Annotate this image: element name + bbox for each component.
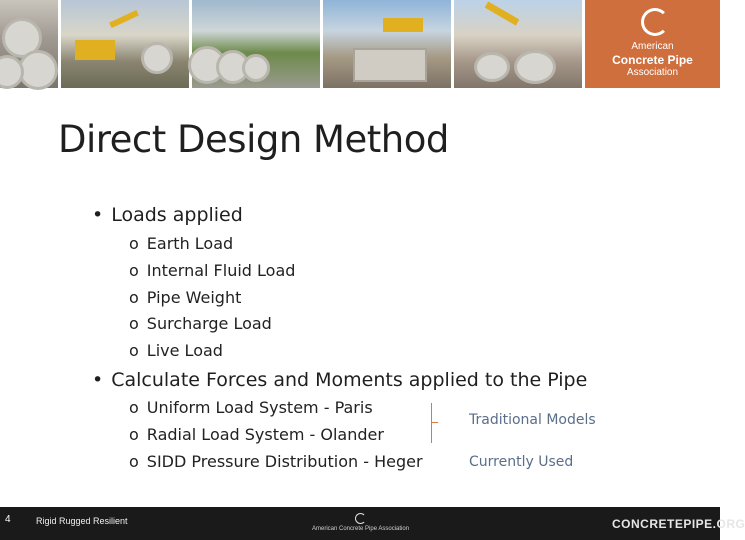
sub-bullet [129,314,272,333]
footer-tagline: Rigid Rugged Resilient [36,516,128,526]
sub-bullet-icon: o [129,234,139,253]
acpa-logo-icon [641,8,669,36]
sub-bullet-label: Live Load [146,341,223,360]
box-culvert-photo [323,0,451,88]
sub-bullet [129,288,241,307]
footer-logo-icon [355,513,366,524]
logo-line-2: Concrete Pipe [612,53,693,67]
sub-bullet-label: Internal Fluid Load [146,261,296,280]
concrete-pipes-photo [0,0,58,88]
slide-title: Direct Design Method [58,118,449,161]
excavator-pipe-install-photo [454,0,582,88]
grouping-bracket-tick [431,422,438,423]
footer-logo-text: American Concrete Pipe Association [312,526,410,532]
sub-bullet-label: Uniform Load System - Paris [146,398,373,417]
sub-bullet [129,398,373,417]
bullet-calculate-forces [92,369,587,391]
bullet-label: Calculate Forces and Moments applied to the Pipe [111,369,588,391]
acpa-logo [585,0,720,88]
sub-bullet-label: Earth Load [146,234,234,253]
pipe-yard-photo [192,0,320,88]
grouping-bracket [423,403,432,443]
page-number-box [0,507,22,540]
sub-bullet [129,234,233,253]
logo-line-3: Association [626,67,679,78]
page-number: 4 [5,514,11,525]
sub-bullet-icon: o [129,314,139,333]
logo-line-1: American [631,41,674,52]
sub-bullet-label: Surcharge Load [146,314,272,333]
sub-bullet-icon: o [129,288,139,307]
sub-bullet-icon: o [129,425,139,444]
sub-bullet [129,452,423,471]
bullet-icon: • [92,204,104,226]
sub-bullet [129,261,295,280]
sub-bullet-icon: o [129,452,139,471]
sub-bullet-label: SIDD Pressure Distribution - Heger [146,452,423,471]
bullet-label: Loads applied [111,204,243,226]
sub-bullet-icon: o [129,341,139,360]
header-banner [0,0,720,88]
bullet-loads-applied [92,204,243,226]
currently-used-note: Currently Used [469,454,574,470]
sub-bullet [129,341,223,360]
footer-url: CONCRETEPIPE.ORG [612,517,745,531]
traditional-models-note: Traditional Models [469,412,596,428]
sub-bullet [129,425,384,444]
excavator-photo [61,0,189,88]
sub-bullet-icon: o [129,398,139,417]
sub-bullet-icon: o [129,261,139,280]
bullet-icon: • [92,369,104,391]
sub-bullet-label: Pipe Weight [146,288,242,307]
sub-bullet-label: Radial Load System - Olander [146,425,384,444]
